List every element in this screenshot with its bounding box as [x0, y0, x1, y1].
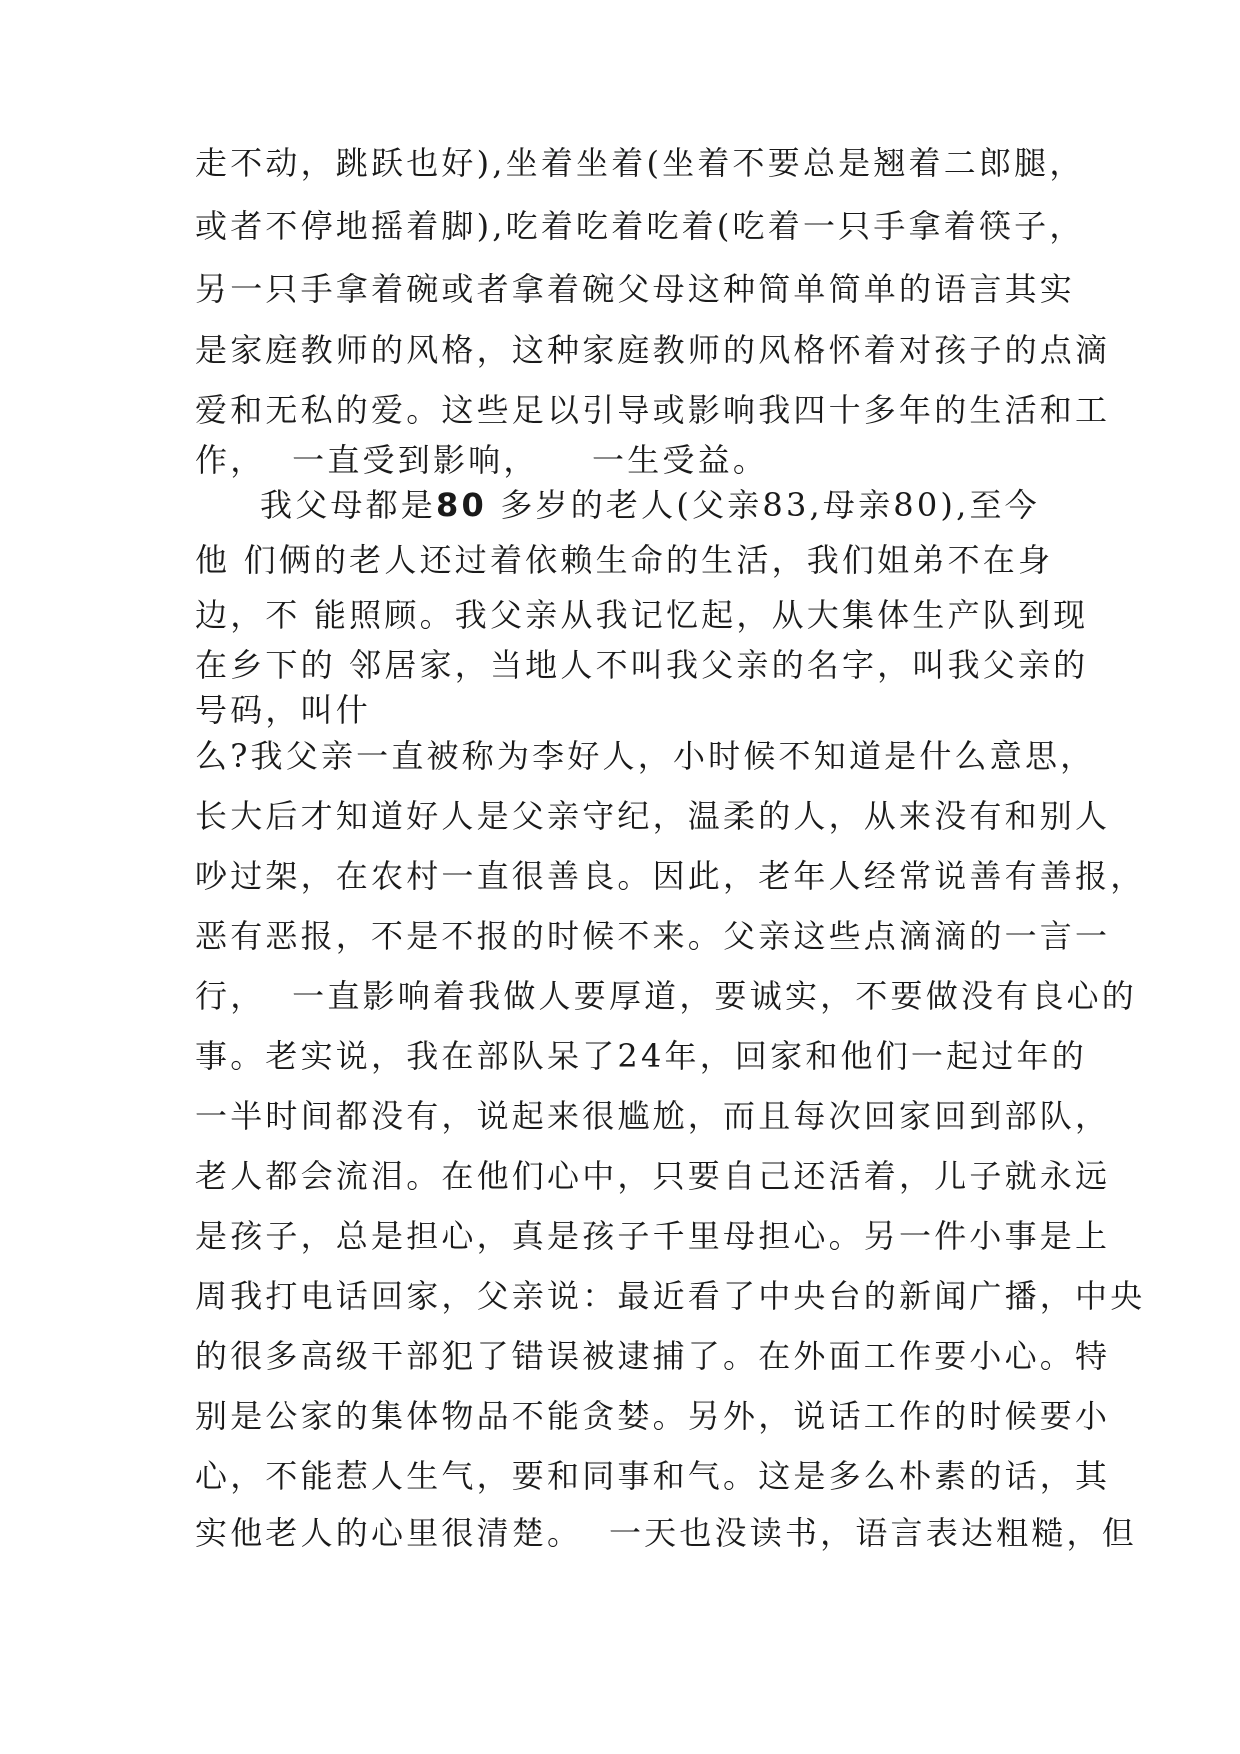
text-line: 恶有恶报，不是不报的时候不来。父亲这些点滴滴的一言一 [195, 917, 1111, 955]
text-line: 吵过架，在农村一直很善良。因此，老年人经常说善有善报， [195, 857, 1146, 895]
text-line: 是家庭教师的风格，这种家庭教师的风格怀着对孩子的点滴 [195, 331, 1111, 369]
text-line: 号码，叫什 [195, 691, 372, 729]
text-line: 作， 一直受到影响， 一生受益。 [195, 441, 769, 479]
bold-number: 80 [436, 486, 487, 524]
text-line: 在乡下的 邻居家，当地人不叫我父亲的名字，叫我父亲的 [195, 646, 1089, 684]
text-span: 多岁的老人(父亲83,母亲80),至今 [486, 486, 1040, 524]
text-line: 周我打电话回家，父亲说：最近看了中央台的新闻广播，中央 [195, 1277, 1146, 1315]
text-line: 事。老实说，我在部队呆了24年，回家和他们一起过年的 [195, 1037, 1087, 1075]
text-line: 么?我父亲一直被称为李好人，小时候不知道是什么意思， [195, 737, 1096, 775]
text-line [260, 485, 1040, 525]
text-line: 实他老人的心里很清楚。 一天也没读书，语言表达粗糙，但 [195, 1514, 1137, 1552]
text-line: 行， 一直影响着我做人要厚道，要诚实，不要做没有良心的 [195, 977, 1137, 1015]
text-line: 心，不能惹人生气，要和同事和气。这是多么朴素的话，其 [195, 1457, 1111, 1495]
text-line: 老人都会流泪。在他们心中，只要自己还活着，儿子就永远 [195, 1157, 1111, 1195]
text-span: 我父母都是 [260, 486, 437, 524]
text-line: 的很多高级干部犯了错误被逮捕了。在外面工作要小心。特 [195, 1337, 1111, 1375]
text-line: 一半时间都没有，说起来很尴尬，而且每次回家回到部队， [195, 1097, 1111, 1135]
text-line: 边，不 能照顾。我父亲从我记忆起，从大集体生产队到现 [195, 596, 1089, 634]
text-line: 走不动，跳跃也好),坐着坐着(坐着不要总是翘着二郎腿， [195, 144, 1085, 182]
text-line: 别是公家的集体物品不能贪婪。另外，说话工作的时候要小 [195, 1397, 1111, 1435]
text-line: 长大后才知道好人是父亲守纪，温柔的人，从来没有和别人 [195, 797, 1111, 835]
text-line: 或者不停地摇着脚),吃着吃着吃着(吃着一只手拿着筷子， [195, 207, 1085, 245]
text-line: 另一只手拿着碗或者拿着碗父母这种简单简单的语言其实 [195, 270, 1076, 308]
text-line: 他 们俩的老人还过着依赖生命的生活，我们姐弟不在身 [195, 541, 1054, 579]
text-line: 爱和无私的爱。这些足以引导或影响我四十多年的生活和工 [195, 391, 1111, 429]
text-line: 是孩子，总是担心，真是孩子千里母担心。另一件小事是上 [195, 1217, 1111, 1255]
